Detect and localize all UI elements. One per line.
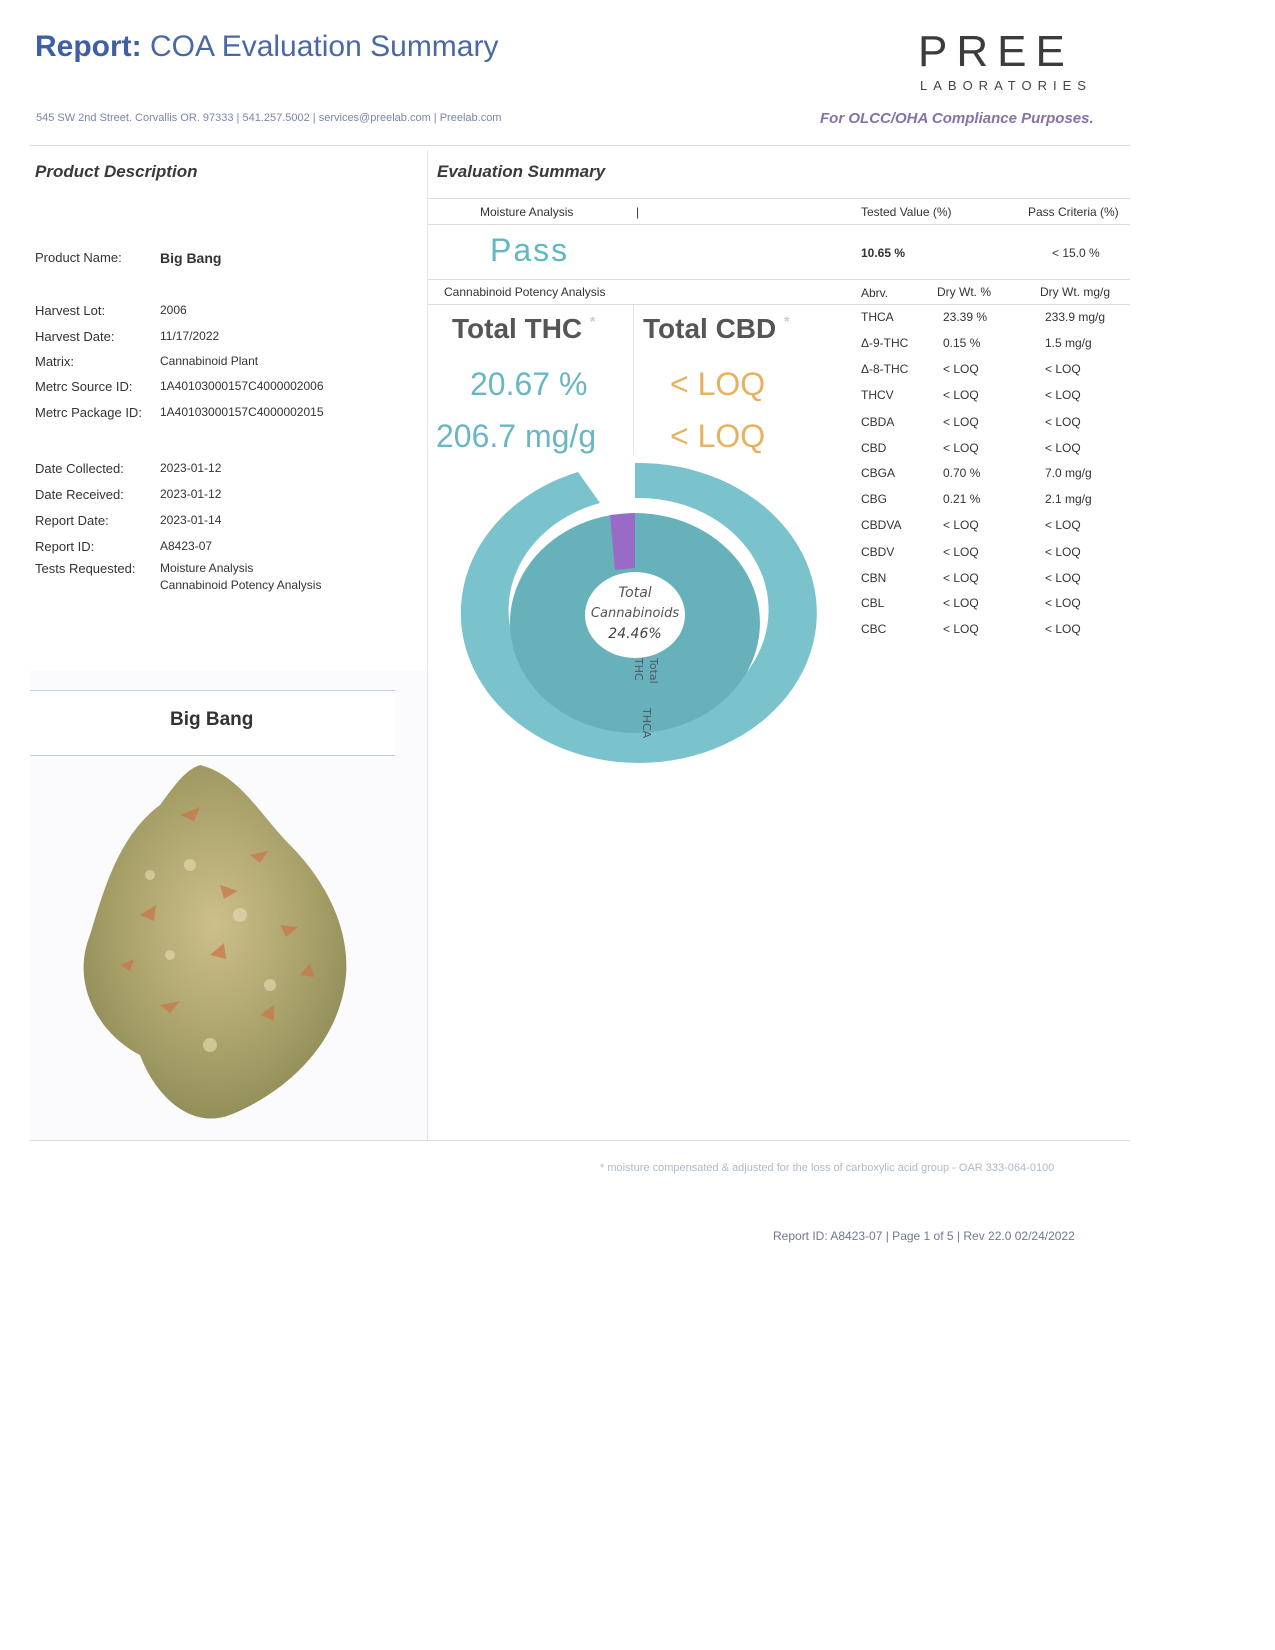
- moisture-header-divider: |: [636, 205, 640, 219]
- cannabinoid-dry-wt-pct: < LOQ: [943, 388, 979, 402]
- field-label: Matrix:: [35, 354, 74, 369]
- field-label: Tests Requested:: [35, 561, 136, 576]
- cannabinoid-dry-wt-mg: 2.1 mg/g: [1045, 492, 1092, 506]
- total-cbd-pct: < LOQ: [670, 366, 766, 402]
- field-label: Harvest Lot:: [35, 303, 106, 318]
- total-cbd-label: [643, 313, 789, 345]
- cannabinoid-dry-wt-pct: < LOQ: [943, 622, 979, 636]
- field-harvest-date: [35, 329, 220, 344]
- cannabinoid-dry-wt-mg: < LOQ: [1045, 596, 1081, 610]
- cannabinoid-abrv: CBN: [861, 571, 887, 585]
- field-value-2: Cannabinoid Potency Analysis: [160, 578, 322, 592]
- cannabinoid-abrv: Δ-8-THC: [861, 362, 909, 376]
- field-label: Harvest Date:: [35, 329, 115, 344]
- cannabinoid-abrv: THCV: [861, 388, 894, 402]
- bottom-divider: [30, 1140, 1130, 1141]
- cannabinoid-dry-wt-mg: < LOQ: [1045, 441, 1081, 455]
- field-value: 2006: [160, 303, 187, 317]
- column-abrv-header: Abrv.: [861, 286, 889, 300]
- cannabinoid-abrv: CBDA: [861, 415, 895, 429]
- cannabinoid-dry-wt-pct: 0.15 %: [943, 336, 981, 350]
- field-label: Report Date:: [35, 513, 109, 528]
- cannabinoid-dry-wt-mg: < LOQ: [1045, 362, 1081, 376]
- report-title-prefix: Report:: [35, 30, 142, 63]
- evaluation-summary-title: Evaluation Summary: [437, 162, 606, 181]
- cannabinoid-donut-chart: [450, 458, 820, 768]
- field-value: 11/17/2022: [160, 329, 220, 343]
- cannabinoid-dry-wt-pct: < LOQ: [943, 415, 979, 429]
- moisture-analysis-header: Moisture Analysis: [480, 205, 574, 219]
- field-value: A8423-07: [160, 539, 213, 553]
- cannabinoid-abrv: CBG: [861, 492, 888, 506]
- header-divider: [30, 145, 1130, 146]
- cannabinoid-dry-wt-pct: < LOQ: [943, 441, 979, 455]
- donut-center-line2: Cannabinoids: [590, 606, 680, 621]
- column-divider: [427, 150, 428, 1140]
- field-value: 1A40103000157C4000002015: [160, 405, 324, 419]
- compliance-note: For OLCC/OHA Compliance Purposes.: [820, 110, 1094, 127]
- donut-center-value: 24.46%: [608, 626, 662, 642]
- photo-title-banner: [30, 690, 395, 756]
- total-thc-pct: 20.67 %: [470, 366, 588, 402]
- donut-center-line1: Total: [618, 585, 652, 601]
- donut-label-thca: THCA: [640, 708, 653, 739]
- moisture-pass-criteria: < 15.0 %: [1052, 246, 1100, 260]
- column-dry-wt-pct-header: Dry Wt. %: [937, 285, 991, 299]
- footnote: * moisture compensated & adjusted for the loss of carboxylic acid group - OAR 333-064-0100: [600, 1162, 1055, 1174]
- cannabinoid-dry-wt-mg: < LOQ: [1045, 388, 1081, 402]
- field-value: Cannabinoid Plant: [160, 354, 259, 368]
- field-metrc-source-id: [35, 379, 324, 394]
- cannabinoid-abrv: CBDVA: [861, 518, 902, 532]
- field-value: 2023-01-14: [160, 513, 222, 527]
- tested-value-header: Tested Value (%): [861, 205, 952, 219]
- potency-analysis-header: Cannabinoid Potency Analysis: [444, 285, 606, 299]
- field-matrix: [35, 354, 259, 369]
- field-value: 2023-01-12: [160, 461, 222, 475]
- field-report-id: [35, 539, 213, 554]
- cannabinoid-dry-wt-pct: 0.70 %: [943, 466, 981, 480]
- field-label: Metrc Source ID:: [35, 379, 133, 394]
- donut-label-total: Total: [647, 658, 660, 684]
- donut-label-thc: THC: [632, 658, 645, 681]
- logo-main-text: PREE: [918, 27, 1074, 76]
- field-label: Date Collected:: [35, 461, 124, 476]
- cannabinoid-dry-wt-mg: < LOQ: [1045, 545, 1081, 559]
- moisture-row-divider: [428, 279, 1130, 280]
- moisture-header-divider-line: [428, 224, 1130, 225]
- cannabinoid-dry-wt-pct: < LOQ: [943, 545, 979, 559]
- cannabinoid-dry-wt-mg: < LOQ: [1045, 415, 1081, 429]
- field-label: Product Name:: [35, 250, 122, 265]
- field-report-date: [35, 513, 222, 528]
- cannabinoid-dry-wt-mg: 233.9 mg/g: [1045, 310, 1106, 324]
- table-top-divider: [428, 198, 1130, 199]
- cannabinoid-abrv: CBD: [861, 441, 887, 455]
- cannabinoid-abrv: CBGA: [861, 466, 896, 480]
- total-thc-mg: 206.7 mg/g: [436, 418, 597, 454]
- total-cbd-label-text: Total CBD: [643, 313, 777, 344]
- cannabinoid-abrv: Δ-9-THC: [861, 336, 909, 350]
- field-date-received: [35, 487, 222, 502]
- field-value: 1A40103000157C4000002006: [160, 379, 324, 393]
- cannabinoid-dry-wt-pct: < LOQ: [943, 362, 979, 376]
- cannabinoid-dry-wt-mg: 1.5 mg/g: [1045, 336, 1092, 350]
- field-date-collected: [35, 461, 222, 476]
- cannabis-bud-image: [60, 755, 390, 1135]
- total-cbd-mg: < LOQ: [670, 418, 766, 454]
- page-footer: Report ID: A8423-07 | Page 1 of 5 | Rev 22.0 02/24/2022: [773, 1229, 1075, 1243]
- field-label: Report ID:: [35, 539, 95, 554]
- total-thc-label-text: Total THC: [452, 313, 583, 344]
- product-photo: [30, 670, 427, 1140]
- cannabinoid-dry-wt-mg: 7.0 mg/g: [1045, 466, 1092, 480]
- photo-title: Big Bang: [170, 709, 254, 730]
- total-thc-label: [452, 313, 595, 345]
- lab-address: 545 SW 2nd Street. Corvallis OR. 97333 | 541.257.5002 | services@preelab.com | Preelab.com: [36, 112, 502, 124]
- pass-criteria-header: Pass Criteria (%): [1028, 205, 1119, 219]
- field-label: Date Received:: [35, 487, 124, 502]
- cannabinoid-abrv: CBC: [861, 622, 887, 636]
- moisture-pass-result: Pass: [490, 232, 570, 268]
- total-cbd-star: *: [784, 313, 790, 329]
- cannabinoid-dry-wt-pct: < LOQ: [943, 571, 979, 585]
- cannabinoid-dry-wt-mg: < LOQ: [1045, 622, 1081, 636]
- cannabinoid-dry-wt-pct: < LOQ: [943, 596, 979, 610]
- cannabinoid-dry-wt-mg: < LOQ: [1045, 518, 1081, 532]
- cannabinoid-abrv: CBDV: [861, 545, 895, 559]
- column-dry-wt-mg-header: Dry Wt. mg/g: [1040, 285, 1111, 299]
- totals-divider: [633, 305, 634, 455]
- field-product-name: [35, 250, 222, 266]
- cannabinoid-abrv: CBL: [861, 596, 885, 610]
- logo-sub-text: LABORATORIES: [920, 78, 1092, 93]
- report-title-text: COA Evaluation Summary: [150, 30, 499, 63]
- cannabinoid-dry-wt-mg: < LOQ: [1045, 571, 1081, 585]
- field-value: 2023-01-12: [160, 487, 222, 501]
- field-metrc-package-id: [35, 405, 324, 420]
- field-value: Moisture Analysis: [160, 561, 254, 575]
- total-thc-star: *: [589, 313, 596, 329]
- moisture-tested-value: 10.65 %: [861, 246, 906, 260]
- field-value: Big Bang: [160, 250, 222, 266]
- cannabinoid-dry-wt-pct: 23.39 %: [943, 310, 988, 324]
- pree-logo: [918, 27, 1108, 93]
- product-description-title: Product Description: [35, 162, 198, 181]
- cannabinoid-abrv: THCA: [861, 310, 894, 324]
- report-title: [35, 30, 498, 64]
- field-label: Metrc Package ID:: [35, 405, 142, 420]
- cannabinoid-dry-wt-pct: 0.21 %: [943, 492, 981, 506]
- field-tests-requested: [35, 561, 322, 592]
- cannabinoid-dry-wt-pct: < LOQ: [943, 518, 979, 532]
- field-harvest-lot: [35, 303, 187, 318]
- potency-header-divider: [428, 304, 1130, 305]
